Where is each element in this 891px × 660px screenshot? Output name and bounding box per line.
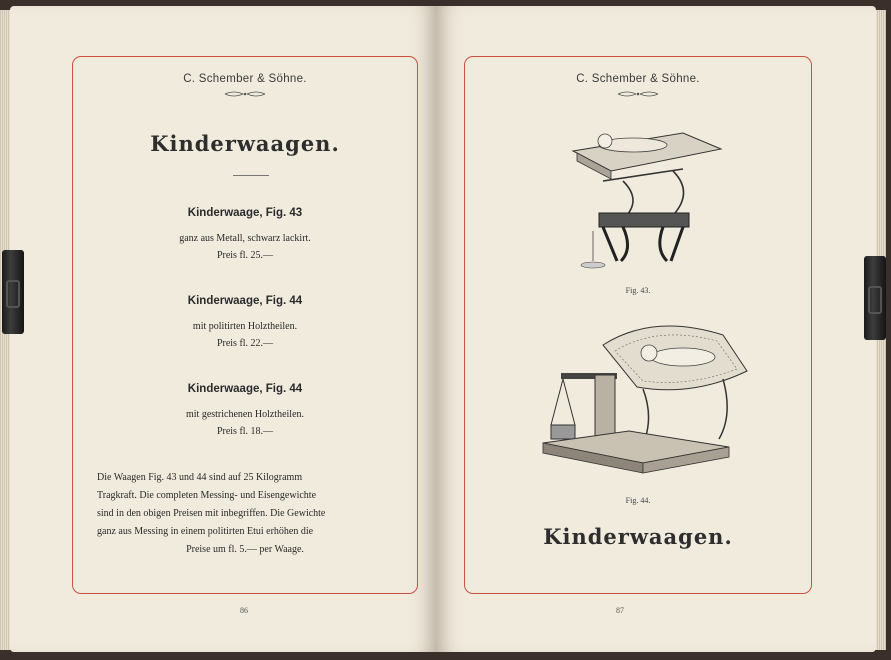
- weights-note: [97, 469, 393, 559]
- note-line: Tragkraft. Die completen Messing- und Eisengewichte: [97, 490, 317, 501]
- title-rule: [233, 175, 269, 176]
- binder-clip-left: [2, 250, 24, 334]
- page-number-right: 87: [616, 606, 624, 615]
- product-item: [73, 207, 417, 261]
- product-item: [73, 383, 417, 437]
- product-description: ganz aus Metall, schwarz lackirt.: [179, 233, 311, 244]
- baby-scale-metal-illustration: [563, 121, 723, 271]
- flourish-ornament: [223, 90, 267, 98]
- left-header: C. Schember & Söhne.: [183, 73, 307, 85]
- note-line: sind in den obigen Preisen mit inbegriffen. Die Gewichte: [97, 508, 326, 519]
- note-line: Preise um fl. 5.— per Waage.: [186, 544, 304, 555]
- figure-caption: Fig. 44.: [625, 496, 651, 505]
- product-description: mit gestrichenen Holztheilen.: [185, 409, 305, 420]
- product-name: Kinderwaage, Fig. 44: [187, 295, 303, 307]
- product-name: Kinderwaage, Fig. 44: [187, 383, 303, 395]
- product-name: Kinderwaage, Fig. 43: [187, 207, 303, 219]
- note-line: ganz aus Messing in einem politirten Etui erhöhen die: [97, 526, 314, 537]
- baby-scale-wooden-illustration: [533, 315, 761, 475]
- page-number-left: 86: [240, 606, 248, 615]
- right-page-frame: [464, 56, 812, 594]
- product-item: [73, 295, 417, 349]
- right-page-title: Kinderwaagen.: [543, 524, 733, 549]
- left-page: [10, 6, 436, 652]
- right-page: [436, 6, 876, 652]
- binder-clip-right: [864, 256, 886, 340]
- note-line: Die Waagen Fig. 43 und 44 sind auf 25 Kilogramm: [97, 472, 303, 483]
- product-price: Preis fl. 25.—: [216, 250, 274, 261]
- flourish-ornament: [616, 90, 660, 98]
- left-page-frame: [72, 56, 418, 594]
- right-header: C. Schember & Söhne.: [576, 73, 700, 85]
- product-price: Preis fl. 22.—: [216, 338, 274, 349]
- product-price: Preis fl. 18.—: [216, 426, 274, 437]
- product-description: mit politirten Holztheilen.: [192, 321, 298, 332]
- figure-caption: Fig. 43.: [625, 286, 651, 295]
- left-page-title: Kinderwaagen.: [150, 131, 340, 156]
